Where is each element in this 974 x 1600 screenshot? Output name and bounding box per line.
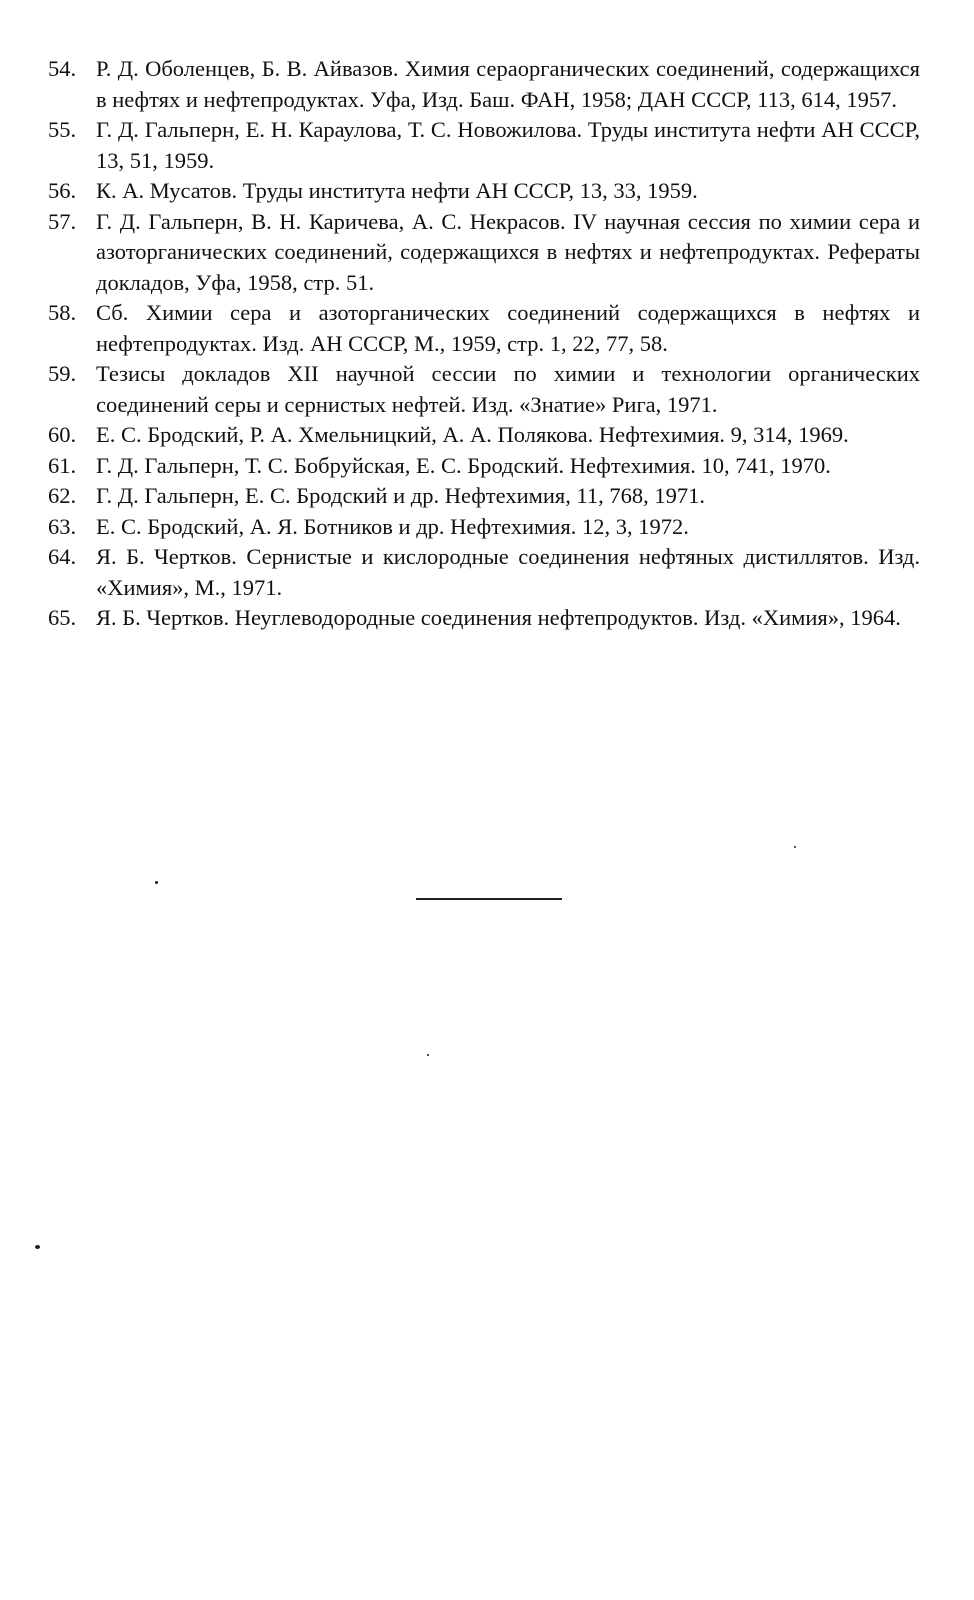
reference-item	[48, 603, 920, 634]
reference-item	[48, 359, 920, 420]
reference-number: 62.	[48, 483, 77, 508]
print-speck	[427, 1054, 429, 1056]
reference-item	[48, 481, 920, 512]
reference-list	[48, 54, 920, 634]
reference-number: 57.	[48, 208, 77, 234]
reference-item	[48, 298, 920, 359]
reference-text: Р. Д. Оболенцев, Б. В. Айвазов. Химия сераорганических соединений, содержащихся в нефтях и нефтепродуктах. Уфа, Изд. Баш. ФАН, 1958; ДАН СССР, 113, 614, 1957.	[96, 56, 920, 112]
reference-number: 54.	[48, 56, 77, 81]
reference-number: 63.	[48, 513, 77, 539]
print-speck	[794, 846, 796, 848]
print-speck	[35, 1245, 40, 1249]
reference-text: Я. Б. Чертков. Неуглеводородные соединения нефтепродуктов. Изд. «Химия», 1964.	[96, 605, 901, 630]
print-speck	[155, 881, 158, 884]
reference-text: Г. Д. Гальперн, Е. Н. Караулова, Т. С. Новожилова. Труды института нефти АН СССР, 13, 51, 1959.	[96, 117, 920, 173]
reference-text: Я. Б. Чертков. Сернистые и кислородные соединения нефтяных дистиллятов. Изд. «Химия», М., 1971.	[96, 544, 920, 600]
reference-number: 64.	[48, 544, 77, 569]
reference-number: 61.	[48, 452, 77, 478]
end-rule-divider	[416, 898, 562, 900]
reference-item	[48, 207, 920, 299]
reference-number: 55.	[48, 117, 77, 142]
reference-number: 58.	[48, 300, 77, 325]
reference-number: 65.	[48, 605, 77, 630]
reference-text: Е. С. Бродский, Р. А. Хмельницкий, А. А. Полякова. Нефтехимия. 9, 314, 1969.	[96, 422, 849, 447]
reference-item	[48, 542, 920, 603]
reference-text: Сб. Химии сера и азоторганических соединений содержащихся в нефтях и нефтепродуктах. Изд. АН СССР, М., 1959, стр. 1, 22, 77, 58.	[96, 300, 920, 356]
reference-text: Е. С. Бродский, А. Я. Ботников и др. Нефтехимия. 12, 3, 1972.	[96, 513, 689, 539]
reference-number: 60.	[48, 422, 77, 447]
reference-item	[48, 512, 920, 543]
reference-text: Тезисы докладов XII научной сессии по химии и технологии органических соединений серы и сернистых нефтей. Изд. «Знатие» Рига, 1971.	[96, 361, 920, 417]
reference-text: Г. Д. Гальперн, В. Н. Каричева, А. С. Некрасов. IV научная сессия по химии сера и азоторганических соединений, содержащихся в нефтях и нефтепродуктах. Рефераты докладов, Уфа, 1958, стр. 51.	[96, 208, 920, 295]
reference-number: 59.	[48, 361, 77, 386]
reference-item	[48, 176, 920, 207]
reference-item	[48, 115, 920, 176]
reference-number: 56.	[48, 178, 77, 203]
reference-text: К. А. Мусатов. Труды института нефти АН СССР, 13, 33, 1959.	[96, 178, 698, 203]
reference-text: Г. Д. Гальперн, Е. С. Бродский и др. Нефтехимия, 11, 768, 1971.	[96, 483, 706, 508]
reference-item	[48, 451, 920, 482]
reference-item	[48, 420, 920, 451]
reference-item	[48, 54, 920, 115]
reference-text: Г. Д. Гальперн, Т. С. Бобруйская, Е. С. Бродский. Нефтехимия. 10, 741, 1970.	[96, 452, 831, 478]
